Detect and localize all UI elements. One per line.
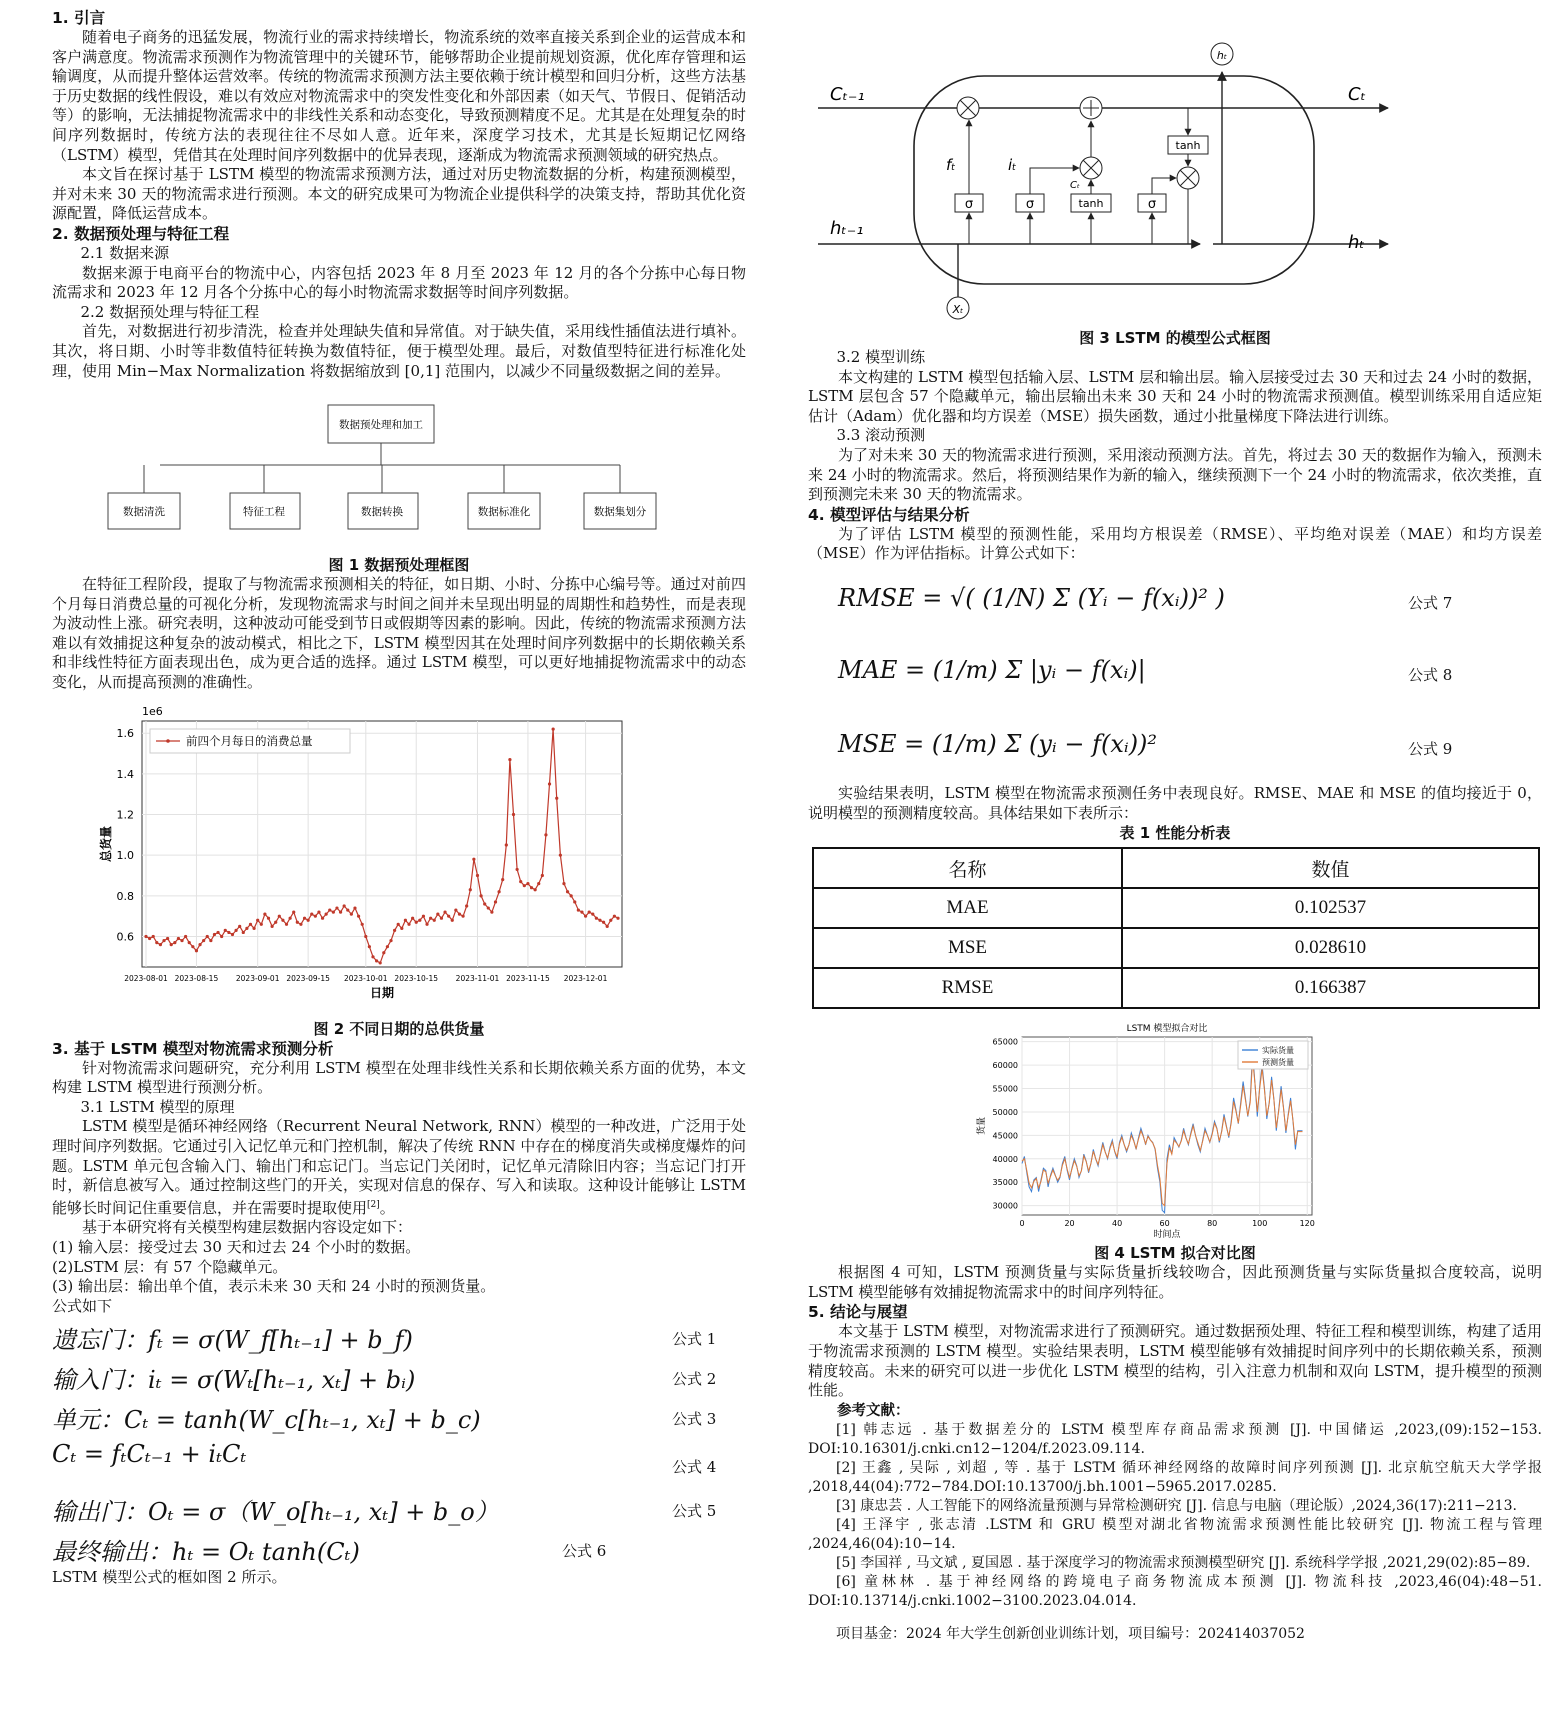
- tanh-output-label: tanh: [1175, 139, 1201, 152]
- diagram-child-label: 数据清洗: [123, 506, 165, 519]
- reference-item: [2] 王鑫 , 吴际 , 刘超 , 等 . 基于 LSTM 循环神经网络的故障时间序列预测 [J]. 北京航空航天大学学报 ,2018,44(04):772−784.DOI:10.13700/j.bh.1001−5965.2017.0285.: [808, 1459, 1542, 1495]
- equation-5: [52, 1488, 746, 1528]
- data-point: [512, 813, 515, 816]
- section-3-2-paragraph: 本文构建的 LSTM 模型包括输入层、LSTM 层和输出层。输入层接受过去 30 天和过去 24 小时的数据，LSTM 层包含 57 个隐藏单元，输出层输出未来 30 天和 24 小时的物流需求预测值。模型训练采用自适应矩估计（Adam）优化器和均方误差（MSE）损失函数，通过小批量梯度下降法进行训练。: [808, 367, 1542, 425]
- data-point: [469, 888, 472, 891]
- data-point: [260, 922, 263, 925]
- chart-2-svg: [808, 1019, 1542, 1241]
- reference-item: [6] 童林林 . 基于神经网络的跨境电子商务物流成本预测 [J]. 物流科技 ,2023,46(04):48−51. DOI:10.13714/j.cnki.1002−3100.2023.04.014.: [808, 1573, 1542, 1609]
- data-point: [404, 918, 407, 921]
- data-point: [144, 935, 147, 938]
- data-point: [364, 935, 367, 938]
- y-tick-label: 50000: [992, 1108, 1018, 1118]
- data-point: [418, 918, 421, 921]
- data-point: [425, 922, 428, 925]
- section-3-1-title: 3.1 LSTM 模型的原理: [80, 1097, 235, 1116]
- section-3-3-title: 3.3 滚动预测: [836, 426, 926, 445]
- data-point: [516, 867, 519, 870]
- data-point: [339, 910, 342, 913]
- data-point: [216, 930, 219, 933]
- equation-1-formula: 遗忘门：fₜ = σ(W_f[hₜ₋₁] + b_f): [52, 1326, 413, 1355]
- chart-title: LSTM 模型拟合对比: [1126, 1024, 1208, 1035]
- reference-item: [3] 康忠芸 . 人工智能下的网络流量预测与异常检测研究 [J]. 信息与电脑（理论版）,2024,36(17):211−213.: [836, 1497, 1517, 1514]
- data-point: [447, 914, 450, 917]
- data-point: [595, 916, 598, 919]
- equation-4-number: 公式 4: [672, 1458, 717, 1477]
- data-point: [379, 961, 382, 964]
- equation-4: [52, 1436, 746, 1488]
- section-1-title: 1. 引言: [52, 9, 106, 27]
- data-point: [173, 941, 176, 944]
- label-f-t: fₜ: [946, 156, 956, 174]
- equation-6-number: 公式 6: [562, 1542, 607, 1561]
- diagram-child-label: 数据标准化: [477, 506, 531, 519]
- data-point: [530, 886, 533, 889]
- performance-table: [812, 847, 1540, 1009]
- x-axis-label: 时间点: [1153, 1230, 1181, 1241]
- section-3-3-paragraph: 为了对未来 30 天的物流需求进行预测，采用滚动预测方法。首先，将过去 30 天的数据作为输入，预测未来 24 小时的物流需求。然后，将预测结果作为新的输入，继续预测下一个 24 小时的物流需求，依次类推，直到预测完未来 30 天的物流需求。: [808, 445, 1542, 504]
- equation-2: [52, 1356, 746, 1396]
- data-point: [310, 912, 313, 915]
- table-header-name: 名称: [813, 848, 1122, 888]
- figure-1-svg: [52, 397, 746, 553]
- data-point: [292, 910, 295, 913]
- table-cell: 0.028610: [1122, 928, 1539, 968]
- y-tick-label: 1.6: [116, 726, 134, 740]
- data-point: [335, 906, 338, 909]
- data-point: [393, 928, 396, 931]
- data-point: [451, 918, 454, 921]
- diagram-child-2: [230, 465, 300, 529]
- data-point: [573, 900, 576, 903]
- equation-9-number: 公式 9: [1408, 739, 1453, 758]
- sigma-output-label: σ: [1147, 197, 1157, 212]
- data-point: [552, 727, 555, 730]
- data-point: [501, 878, 504, 881]
- x-tick-label: 2023-08-01: [124, 973, 168, 983]
- data-point: [317, 910, 320, 913]
- x-tick-label: 100: [1252, 1219, 1268, 1229]
- figure-2-chart: [52, 699, 746, 1017]
- data-point: [397, 922, 400, 925]
- data-point: [555, 796, 558, 799]
- y-tick-label: 40000: [992, 1154, 1018, 1164]
- data-point: [220, 935, 223, 938]
- data-point: [476, 874, 479, 877]
- section-2-1-paragraph: 数据来源于电商平台的物流中心，内容包括 2023 年 8 月至 2023 年 12 月的各个分拣中心每日物流需求和 2023 年 12 月各个分拣中心的每小时物流需求数据等时间序列数据。: [52, 263, 746, 302]
- equation-1-number: 公式 1: [672, 1330, 717, 1349]
- x-tick-label: 2023-10-15: [394, 973, 439, 983]
- diagram-child-3: [348, 465, 418, 529]
- data-point: [440, 916, 443, 919]
- data-point: [526, 882, 529, 885]
- data-point: [238, 924, 241, 927]
- label-x-t: Xₜ: [952, 303, 964, 316]
- data-point: [411, 916, 414, 919]
- legend-marker: [166, 739, 170, 743]
- legend-label: 预测货量: [1262, 1058, 1294, 1068]
- data-point: [285, 922, 288, 925]
- data-point: [152, 935, 155, 938]
- data-point: [307, 918, 310, 921]
- diagram-child-label: 数据转换: [361, 506, 403, 519]
- data-point: [422, 914, 425, 917]
- equation-7: [808, 564, 1542, 636]
- data-point: [278, 914, 281, 917]
- data-point: [213, 933, 216, 936]
- equation-3-number: 公式 3: [672, 1410, 717, 1429]
- label-i-t: iₜ: [1008, 156, 1017, 174]
- equation-8-number: 公式 8: [1408, 665, 1453, 684]
- data-point: [162, 939, 165, 942]
- data-point: [429, 916, 432, 919]
- data-point: [256, 918, 259, 921]
- citation-2: [2]: [367, 1199, 380, 1210]
- formula-intro: 公式如下: [52, 1296, 113, 1315]
- data-point: [508, 758, 511, 761]
- table-cell: 0.166387: [1122, 968, 1539, 1008]
- diagram-child-label: 特征工程: [243, 506, 285, 519]
- sigma-input-label: σ: [1025, 197, 1035, 212]
- section-3-1-text: LSTM 模型是循环神经网络（Recurrent Neural Network, RNN）模型的一种改进，广泛用于处理时间序列数据。它通过引入记忆单元和门控机制，解决了传统 RNN 中存在的梯度消失或梯度爆炸的问题。LSTM 单元包含输入门、输出门和忘记门。当忘记门关闭时，记忆单元清除旧内容；当忘记门打开时，新信息被写入。通过控制这些门的开关，实现对信息的保存、写入和读取。这种设计能够让 LSTM 能够长时间记住重要信息，并在需要时提取使用: [52, 1117, 746, 1217]
- data-point: [224, 928, 227, 931]
- data-point: [209, 939, 212, 942]
- data-point: [588, 910, 591, 913]
- data-point: [296, 920, 299, 923]
- layers-intro: 基于本研究将有关模型构建层数据内容设定如下：: [82, 1218, 413, 1237]
- data-point: [249, 922, 252, 925]
- data-point: [227, 930, 230, 933]
- y-tick-label: 55000: [992, 1084, 1018, 1094]
- data-point: [289, 916, 292, 919]
- data-point: [328, 908, 331, 911]
- tanh-candidate-label: tanh: [1078, 197, 1104, 210]
- label-h-top: hₜ: [1216, 49, 1228, 62]
- equation-8-formula: MAE = (1/m) Σ |yᵢ − f(xᵢ)|: [838, 655, 1146, 684]
- layer-2: (2)LSTM 层：有 57 个隐藏单元。: [52, 1257, 288, 1276]
- equation-3-formula: 单元：Cₜ = tanh(W_c[hₜ₋₁, xₜ] + b_c): [52, 1406, 481, 1435]
- section-4-paragraph: 为了评估 LSTM 模型的预测性能，采用均方根误差（RMSE）、平均绝对误差（MAE）和均方误差（MSE）作为评估指标。计算公式如下：: [808, 524, 1542, 563]
- section-4-paragraph-3: 根据图 4 可知，LSTM 预测货量与实际货量折线较吻合，因此预测货量与实际货量拟合度较高，说明 LSTM 模型能够有效捕捉物流需求中的时间序列特征。: [808, 1263, 1542, 1301]
- table-1-title: 表 1 性能分析表: [1119, 824, 1231, 843]
- y-offset-label: 1e6: [142, 704, 163, 718]
- x-axis-label: 日期: [369, 985, 395, 1000]
- data-point: [159, 943, 162, 946]
- data-point: [361, 922, 364, 925]
- figure-4-caption: 图 4 LSTM 拟合对比图: [1094, 1244, 1256, 1263]
- data-point: [350, 912, 353, 915]
- data-point: [566, 890, 569, 893]
- data-point: [321, 916, 324, 919]
- table-cell: 0.102537: [1122, 888, 1539, 928]
- equation-5-number: 公式 5: [672, 1502, 717, 1521]
- equation-1: [52, 1316, 746, 1356]
- equation-4-formula: Cₜ = fₜCₜ₋₁ + iₜCₜ: [52, 1440, 247, 1469]
- data-point: [343, 904, 346, 907]
- figure-3-caption: 图 3 LSTM 的模型公式框图: [1079, 329, 1271, 347]
- data-point: [303, 916, 306, 919]
- data-point: [519, 880, 522, 883]
- diagram-child-label: 数据集划分: [593, 506, 647, 519]
- right-column: [808, 8, 1542, 1644]
- data-point: [271, 924, 274, 927]
- data-point: [541, 874, 544, 877]
- data-point: [386, 945, 389, 948]
- data-point: [332, 910, 335, 913]
- data-point: [591, 912, 594, 915]
- data-point: [382, 951, 385, 954]
- data-point: [188, 941, 191, 944]
- data-point: [580, 910, 583, 913]
- data-point: [523, 884, 526, 887]
- data-point: [353, 906, 356, 909]
- data-point: [299, 922, 302, 925]
- references-list: [808, 1421, 1542, 1611]
- section-2-title: 2. 数据预处理与特征工程: [52, 224, 230, 243]
- reference-item: [1] 韩志远 . 基于数据差分的 LSTM 模型库存商品需求预测 [J]. 中国储运 ,2023,(09):152−153. DOI:10.16301/j.cnki.cn12−1204/f.2023.09.114.: [808, 1421, 1542, 1457]
- data-point: [443, 910, 446, 913]
- y-tick-label: 60000: [992, 1061, 1018, 1071]
- funding-note: 项目基金：2024 年大学生创新创业训练计划，项目编号：202414037052: [836, 1625, 1305, 1642]
- figure-4-chart: [808, 1019, 1542, 1241]
- data-point: [454, 908, 457, 911]
- data-point: [206, 935, 209, 938]
- label-c-t: Cₜ: [1348, 84, 1366, 105]
- equation-2-formula: 输入门：iₜ = σ(Wₜ[hₜ₋₁, xₜ] + bᵢ): [52, 1366, 416, 1395]
- x-tick-label: 2023-11-15: [506, 973, 550, 983]
- section-3-1-paragraph: [52, 1117, 746, 1218]
- y-axis-label: 总货量: [99, 825, 113, 862]
- plot-area: [142, 721, 622, 967]
- y-axis-label: 货量: [977, 1117, 987, 1136]
- x-tick-label: 2023-11-01: [455, 973, 500, 983]
- data-point: [598, 918, 601, 921]
- figure-1-caption: 图 1 数据预处理框图: [328, 556, 470, 575]
- x-tick-label: 80: [1207, 1219, 1218, 1229]
- legend-label: 前四个月每日的消费总量: [186, 733, 313, 748]
- data-point: [465, 904, 468, 907]
- y-tick-label: 35000: [992, 1178, 1018, 1188]
- y-tick-label: 0.6: [116, 930, 134, 944]
- section-3-2-title: 3.2 模型训练: [836, 348, 926, 366]
- label-c-tilde: Cₜ: [1070, 180, 1080, 191]
- x-tick-label: 2023-12-01: [563, 973, 608, 983]
- data-point: [407, 922, 410, 925]
- data-point: [497, 890, 500, 893]
- data-point: [180, 939, 183, 942]
- equation-8: [808, 636, 1542, 710]
- figure-3-lstm-diagram: [808, 8, 1542, 326]
- data-point: [346, 908, 349, 911]
- data-point: [170, 943, 173, 946]
- x-tick-label: 0: [1019, 1219, 1025, 1229]
- data-point: [584, 914, 587, 917]
- figure-1-preprocessing-diagram: [52, 397, 746, 553]
- table-cell: MAE: [813, 888, 1122, 928]
- equation-9: [808, 710, 1542, 784]
- data-point: [325, 912, 328, 915]
- figure-3-svg: [808, 8, 1542, 326]
- section-1-paragraph-2: 本文旨在探讨基于 LSTM 模型的物流需求预测方法，通过对历史物流数据的分析，构建预测模型，并对未来 30 天的物流需求进行预测。本文的研究成果可为物流企业提供科学的决策支持，帮助其优化资源配置，降低运营成本。: [52, 165, 746, 223]
- section-4-title: 4. 模型评估与结果分析: [808, 505, 970, 524]
- label-h-prev: hₜ₋₁: [830, 218, 864, 239]
- table-cell: MSE: [813, 928, 1122, 968]
- section-2-1-title: 2.1 数据来源: [80, 243, 170, 262]
- section-1-paragraph-1: 随着电子商务的迅猛发展，物流行业的需求持续增长，物流系统的效率直接关系到企业的运营成本和客户满意度。物流需求预测作为物流管理中的关键环节，能够帮助企业提前规划资源，优化库存管理和运输调度，从而提升整体运营效率。传统的物流需求预测方法主要依赖于统计模型和回归分析，这些方法基于历史数据的线性假设，难以有效应对物流需求中的突发性变化和外部因素（如天气、节假日、促销活动等）的影响，无法捕捉物流需求中的非线性关系和动态变化，导致预测精度不足。尤其是在处理复杂的时间序列数据时，传统方法的表现往往不尽如人意。近年来，深度学习技术，尤其是长短期记忆网络（LSTM）模型，凭借其在处理时间序列数据中的优异表现，逐渐成为物流需求预测领域的研究热点。: [52, 28, 746, 164]
- data-point: [274, 920, 277, 923]
- data-point: [548, 782, 551, 785]
- data-point: [483, 902, 486, 905]
- section-4-paragraph-2: 实验结果表明，LSTM 模型在物流需求预测任务中表现良好。RMSE、MAE 和 MSE 的值均接近于 0，说明模型的预测精度较高。具体结果如下表所示：: [808, 783, 1542, 822]
- data-point: [357, 914, 360, 917]
- data-point: [314, 914, 317, 917]
- data-point: [267, 916, 270, 919]
- data-point: [537, 882, 540, 885]
- diagram-child-4: [468, 465, 540, 529]
- data-point: [479, 894, 482, 897]
- data-point: [487, 906, 490, 909]
- x-tick-label: 2023-09-01: [235, 973, 280, 983]
- diagram-child-1: [108, 465, 180, 529]
- data-point: [562, 882, 565, 885]
- section-5-title: 5. 结论与展望: [808, 1303, 908, 1322]
- layer-1: (1) 输入层：接受过去 30 天和过去 24 个小时的数据。: [52, 1238, 421, 1256]
- equation-5-formula: 输出门：Oₜ = σ（W_o[hₜ₋₁, xₜ] + b_o）: [52, 1498, 499, 1527]
- table-cell: RMSE: [813, 968, 1122, 1008]
- data-point: [570, 894, 573, 897]
- data-point: [534, 888, 537, 891]
- y-tick-label: 1.2: [116, 808, 134, 822]
- y-tick-label: 30000: [992, 1201, 1018, 1211]
- table-header-value: 数值: [1122, 848, 1539, 888]
- section-2-2-title: 2.2 数据预处理与特征工程: [80, 302, 260, 321]
- data-point: [191, 945, 194, 948]
- table-header-row: [813, 848, 1539, 888]
- equation-7-formula: RMSE = √( (1/N) Σ (Yᵢ − f(xᵢ))² ): [838, 583, 1225, 612]
- data-point: [263, 912, 266, 915]
- data-point: [202, 939, 205, 942]
- legend-label: 实际货量: [1262, 1046, 1294, 1056]
- data-point: [458, 912, 461, 915]
- data-point: [234, 928, 237, 931]
- diagram-root-label: 数据预处理和加工: [339, 419, 423, 432]
- x-tick-label: 2023-09-15: [286, 973, 330, 983]
- data-point: [490, 910, 493, 913]
- x-tick-label: 40: [1111, 1219, 1123, 1229]
- data-point: [166, 937, 169, 940]
- data-point: [472, 857, 475, 860]
- x-tick-label: 60: [1159, 1219, 1170, 1229]
- data-point: [613, 914, 616, 917]
- y-tick-label: 1.0: [116, 848, 134, 862]
- data-point: [433, 918, 436, 921]
- section-2-2-paragraph: 首先，对数据进行初步清洗，检查并处理缺失值和异常值。对于缺失值，采用线性插值法进行填补。其次，将日期、小时等非数值特征转换为数值特征，便于模型处理。最后，对数值型特征进行标准化处理，使用 Min−Max Normalization 将数据缩放到 [0,1] 范围内，以减少不同量级数据之间的差异。: [52, 322, 746, 380]
- equation-7-number: 公式 7: [1408, 593, 1453, 612]
- chart-1-svg: [52, 699, 746, 1017]
- data-point: [602, 920, 605, 923]
- data-point: [184, 935, 187, 938]
- label-h-t: hₜ: [1348, 232, 1365, 253]
- data-point: [389, 939, 392, 942]
- reference-item: [5] 李国祥 , 马文斌 , 夏国恩 . 基于深度学习的物流需求预测模型研究 [J]. 系统科学学报 ,2021,29(02):85−89.: [836, 1554, 1531, 1571]
- section-2-2-paragraph-2: 在特征工程阶段，提取了与物流需求预测相关的特征，如日期、小时、分拣中心编号等。通过对前四个月每日消费总量的可视化分析，发现物流需求与时间之间并未呈现出明显的周期性和趋势性，而是表现为波动性上涨。研究表明，这种波动可能受到节日或假期等因素的影响。因此，传统的物流需求预测方法难以有效捕捉这种复杂的波动模式，相比之下，LSTM 模型因其在处理时间序列数据中的长期依赖关系和非线性特征方面表现出色，成为更合适的选择。通过 LSTM 模型，可以更好地捕捉物流需求中的动态变化，从而提高预测的准确性。: [52, 575, 746, 692]
- section-3-1-end: 。: [379, 1198, 395, 1217]
- data-point: [494, 900, 497, 903]
- data-point: [245, 926, 248, 929]
- figure-2-caption: 图 2 不同日期的总供货量: [313, 1019, 485, 1038]
- data-point: [606, 924, 609, 927]
- y-tick-label: 65000: [992, 1037, 1018, 1047]
- y-tick-label: 45000: [992, 1131, 1018, 1141]
- data-point: [148, 937, 151, 940]
- data-point: [198, 943, 201, 946]
- data-point: [544, 833, 547, 836]
- data-point: [559, 853, 562, 856]
- data-point: [371, 955, 374, 958]
- data-point: [436, 912, 439, 915]
- table-row: [813, 888, 1539, 928]
- data-point: [609, 918, 612, 921]
- data-point: [375, 959, 378, 962]
- left-column: [52, 8, 746, 1588]
- data-point: [461, 914, 464, 917]
- data-point: [155, 941, 158, 944]
- section-5-paragraph: 本文基于 LSTM 模型，对物流需求进行了预测研究。通过数据预处理、特征工程和模型训练，构建了适用于物流需求预测的 LSTM 模型。实验结果表明，LSTM 模型能够有效捕捉时间序列中的长期依赖关系，预测精度较高。未来的研究可以进一步优化 LSTM 模型的结构，引入注意力机制和双向 LSTM，提升模型的预测性能。: [808, 1322, 1542, 1400]
- equation-3: [52, 1396, 746, 1436]
- data-point: [281, 918, 284, 921]
- data-point: [415, 920, 418, 923]
- data-point: [195, 949, 198, 952]
- diagram-child-5: [584, 465, 656, 529]
- data-point: [505, 843, 508, 846]
- equation-2-number: 公式 2: [672, 1370, 717, 1389]
- data-point: [577, 908, 580, 911]
- equation-6-formula: 最终输出：hₜ = Oₜ tanh(Cₜ): [52, 1538, 360, 1567]
- sigma-forget-label: σ: [964, 197, 974, 212]
- y-tick-label: 1.4: [116, 767, 134, 781]
- section-3-title: 3. 基于 LSTM 模型对物流需求预测分析: [52, 1039, 334, 1058]
- equation-6: [52, 1528, 746, 1568]
- equation-9-formula: MSE = (1/m) Σ (yᵢ − f(xᵢ))²: [838, 729, 1158, 758]
- data-point: [616, 916, 619, 919]
- reference-item: [4] 王泽宇 , 张志清 .LSTM 和 GRU 模型对湖北省物流需求预测性能比较研究 [J]. 物流工程与管理 ,2024,46(04):10−14.: [808, 1516, 1542, 1552]
- references-title: 参考文献：: [837, 1402, 910, 1419]
- layer-3: (3) 输出层：输出单个值，表示未来 30 天和 24 小时的预测货量。: [52, 1277, 496, 1296]
- label-c-prev: Cₜ₋₁: [830, 84, 865, 105]
- data-point: [368, 945, 371, 948]
- x-tick-label: 20: [1064, 1219, 1075, 1229]
- data-point: [242, 930, 245, 933]
- x-tick-label: 2023-10-01: [343, 973, 388, 983]
- data-point: [400, 926, 403, 929]
- section-3-paragraph: 针对物流需求问题研究，充分利用 LSTM 模型在处理非线性关系和长期依赖关系方面的优势，本文构建 LSTM 模型进行预测分析。: [52, 1058, 746, 1097]
- table-row: [813, 968, 1539, 1008]
- x-tick-label: 120: [1299, 1219, 1315, 1229]
- y-tick-label: 0.8: [116, 889, 134, 903]
- x-tick-label: 2023-08-15: [174, 973, 219, 983]
- data-point: [231, 933, 234, 936]
- data-point: [177, 937, 180, 940]
- table-row: [813, 928, 1539, 968]
- data-point: [252, 926, 255, 929]
- figure-3-reference: LSTM 模型公式的框如图 2 所示。: [52, 1568, 287, 1587]
